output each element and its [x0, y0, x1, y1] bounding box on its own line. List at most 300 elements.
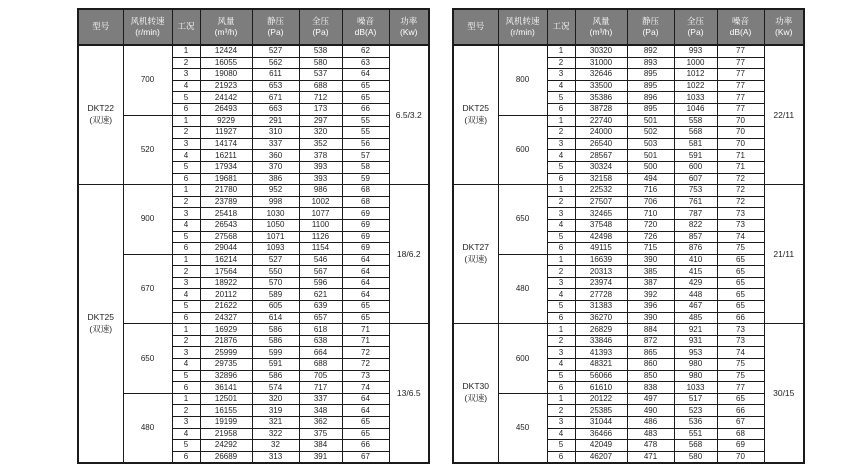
- static-cell: 591: [252, 359, 299, 371]
- condition-cell: 2: [547, 127, 575, 139]
- total-cell: 717: [299, 382, 342, 394]
- data-row: [78, 254, 429, 266]
- flow-cell: 17934: [200, 161, 252, 173]
- flow-cell: 26689: [200, 451, 252, 463]
- total-cell: 384: [299, 440, 342, 452]
- total-cell: 567: [299, 266, 342, 278]
- flow-cell: 32646: [575, 69, 627, 81]
- model-cell: DKT30 (双速): [453, 324, 498, 464]
- data-row: [78, 185, 429, 197]
- total-cell: 393: [299, 173, 342, 185]
- total-cell: 1033: [674, 382, 717, 394]
- condition-cell: 5: [172, 301, 200, 313]
- noise-cell: 77: [717, 80, 764, 92]
- noise-cell: 72: [342, 347, 389, 359]
- model-cell: DKT25 (双速): [453, 45, 498, 185]
- flow-cell: 21958: [200, 428, 252, 440]
- condition-cell: 5: [547, 370, 575, 382]
- condition-cell: 2: [547, 405, 575, 417]
- total-cell: 822: [674, 219, 717, 231]
- noise-cell: 66: [717, 405, 764, 417]
- static-cell: 501: [627, 150, 674, 162]
- static-cell: 895: [627, 103, 674, 115]
- noise-cell: 69: [342, 231, 389, 243]
- total-cell: 953: [674, 347, 717, 359]
- static-cell: 653: [252, 80, 299, 92]
- flow-cell: 16155: [200, 405, 252, 417]
- static-cell: 586: [252, 324, 299, 336]
- condition-cell: 4: [547, 150, 575, 162]
- static-cell: 860: [627, 359, 674, 371]
- noise-cell: 65: [717, 301, 764, 313]
- data-row: [453, 324, 804, 336]
- total-cell: 320: [299, 127, 342, 139]
- condition-cell: 6: [172, 103, 200, 115]
- data-row: [453, 254, 804, 266]
- noise-cell: 65: [717, 289, 764, 301]
- noise-cell: 64: [342, 69, 389, 81]
- static-cell: 483: [627, 428, 674, 440]
- total-cell: 638: [299, 335, 342, 347]
- flow-cell: 21780: [200, 185, 252, 197]
- flow-cell: 31000: [575, 57, 627, 69]
- static-cell: 501: [627, 115, 674, 127]
- static-cell: 720: [627, 219, 674, 231]
- flow-cell: 37548: [575, 219, 627, 231]
- condition-cell: 2: [547, 57, 575, 69]
- flow-cell: 20313: [575, 266, 627, 278]
- total-cell: 537: [299, 69, 342, 81]
- speed-cell: 700: [123, 45, 172, 115]
- speed-cell: 600: [498, 115, 547, 185]
- condition-cell: 3: [547, 277, 575, 289]
- static-cell: 486: [627, 417, 674, 429]
- static-cell: 715: [627, 243, 674, 255]
- condition-cell: 6: [547, 382, 575, 394]
- total-cell: 1012: [674, 69, 717, 81]
- data-row: [453, 115, 804, 127]
- flow-cell: 48321: [575, 359, 627, 371]
- data-row: [453, 393, 804, 405]
- flow-cell: 9229: [200, 115, 252, 127]
- condition-cell: 6: [172, 451, 200, 463]
- data-row: [78, 393, 429, 405]
- total-cell: 391: [299, 451, 342, 463]
- total-cell: 761: [674, 196, 717, 208]
- total-cell: 581: [674, 138, 717, 150]
- condition-cell: 5: [547, 161, 575, 173]
- static-cell: 313: [252, 451, 299, 463]
- condition-cell: 6: [547, 312, 575, 324]
- static-cell: 1093: [252, 243, 299, 255]
- condition-cell: 2: [172, 266, 200, 278]
- total-cell: 393: [299, 161, 342, 173]
- flow-cell: 46207: [575, 451, 627, 463]
- column-header-speed: 风机转速 (r/min): [498, 9, 547, 45]
- condition-cell: 5: [172, 161, 200, 173]
- condition-cell: 6: [547, 173, 575, 185]
- total-cell: 664: [299, 347, 342, 359]
- total-cell: 337: [299, 393, 342, 405]
- total-cell: 378: [299, 150, 342, 162]
- condition-cell: 4: [172, 80, 200, 92]
- total-cell: 536: [674, 417, 717, 429]
- flow-cell: 12424: [200, 45, 252, 57]
- flow-cell: 35386: [575, 92, 627, 104]
- static-cell: 611: [252, 69, 299, 81]
- flow-cell: 28567: [575, 150, 627, 162]
- flow-cell: 61610: [575, 382, 627, 394]
- flow-cell: 24327: [200, 312, 252, 324]
- condition-cell: 4: [172, 289, 200, 301]
- noise-cell: 64: [342, 393, 389, 405]
- noise-cell: 71: [342, 335, 389, 347]
- total-cell: 1100: [299, 219, 342, 231]
- condition-cell: 3: [172, 208, 200, 220]
- static-cell: 390: [627, 312, 674, 324]
- condition-cell: 1: [547, 393, 575, 405]
- total-cell: 986: [299, 185, 342, 197]
- speed-cell: 900: [123, 185, 172, 255]
- total-cell: 657: [299, 312, 342, 324]
- total-cell: 551: [674, 428, 717, 440]
- total-cell: 921: [674, 324, 717, 336]
- noise-cell: 65: [342, 301, 389, 313]
- column-header-total: 全压 (Pa): [299, 9, 342, 45]
- flow-cell: 31044: [575, 417, 627, 429]
- static-cell: 614: [252, 312, 299, 324]
- total-cell: 580: [299, 57, 342, 69]
- column-header-flow: 风量 (m³/h): [200, 9, 252, 45]
- condition-cell: 1: [172, 393, 200, 405]
- noise-cell: 65: [342, 417, 389, 429]
- condition-cell: 4: [172, 150, 200, 162]
- flow-cell: 42498: [575, 231, 627, 243]
- total-cell: 568: [674, 127, 717, 139]
- total-cell: 375: [299, 428, 342, 440]
- total-cell: 1046: [674, 103, 717, 115]
- static-cell: 589: [252, 289, 299, 301]
- condition-cell: 5: [547, 440, 575, 452]
- noise-cell: 63: [342, 57, 389, 69]
- static-cell: 952: [252, 185, 299, 197]
- data-row: [78, 324, 429, 336]
- total-cell: 753: [674, 185, 717, 197]
- static-cell: 527: [252, 254, 299, 266]
- flow-cell: 19681: [200, 173, 252, 185]
- condition-cell: 1: [547, 115, 575, 127]
- flow-cell: 16211: [200, 150, 252, 162]
- condition-cell: 5: [547, 92, 575, 104]
- condition-cell: 1: [172, 185, 200, 197]
- noise-cell: 72: [342, 359, 389, 371]
- condition-cell: 6: [172, 243, 200, 255]
- noise-cell: 69: [342, 208, 389, 220]
- noise-cell: 66: [342, 103, 389, 115]
- static-cell: 895: [627, 80, 674, 92]
- total-cell: 931: [674, 335, 717, 347]
- noise-cell: 57: [342, 150, 389, 162]
- noise-cell: 70: [717, 115, 764, 127]
- static-cell: 895: [627, 69, 674, 81]
- static-cell: 320: [252, 393, 299, 405]
- static-cell: 586: [252, 370, 299, 382]
- noise-cell: 70: [717, 127, 764, 139]
- static-cell: 710: [627, 208, 674, 220]
- noise-cell: 56: [342, 138, 389, 150]
- noise-cell: 69: [342, 219, 389, 231]
- condition-cell: 2: [172, 57, 200, 69]
- noise-cell: 65: [717, 393, 764, 405]
- static-cell: 337: [252, 138, 299, 150]
- flow-cell: 16929: [200, 324, 252, 336]
- condition-cell: 4: [547, 80, 575, 92]
- total-cell: 348: [299, 405, 342, 417]
- flow-cell: 21622: [200, 301, 252, 313]
- noise-cell: 72: [717, 196, 764, 208]
- condition-cell: 5: [172, 440, 200, 452]
- static-cell: 478: [627, 440, 674, 452]
- total-cell: 876: [674, 243, 717, 255]
- condition-cell: 3: [172, 347, 200, 359]
- noise-cell: 69: [342, 243, 389, 255]
- condition-cell: 1: [547, 254, 575, 266]
- condition-cell: 4: [172, 428, 200, 440]
- data-row: [453, 45, 804, 57]
- static-cell: 998: [252, 196, 299, 208]
- noise-cell: 71: [717, 150, 764, 162]
- total-cell: 1000: [674, 57, 717, 69]
- static-cell: 471: [627, 451, 674, 463]
- static-cell: 32: [252, 440, 299, 452]
- speed-cell: 600: [498, 324, 547, 394]
- condition-cell: 1: [172, 324, 200, 336]
- total-cell: 546: [299, 254, 342, 266]
- static-cell: 896: [627, 92, 674, 104]
- flow-cell: 25999: [200, 347, 252, 359]
- static-cell: 726: [627, 231, 674, 243]
- flow-cell: 21876: [200, 335, 252, 347]
- static-cell: 562: [252, 57, 299, 69]
- noise-cell: 66: [717, 312, 764, 324]
- noise-cell: 73: [717, 335, 764, 347]
- total-cell: 1077: [299, 208, 342, 220]
- static-cell: 1071: [252, 231, 299, 243]
- flow-cell: 24292: [200, 440, 252, 452]
- noise-cell: 71: [342, 324, 389, 336]
- noise-cell: 77: [717, 92, 764, 104]
- noise-cell: 68: [342, 185, 389, 197]
- flow-cell: 25418: [200, 208, 252, 220]
- flow-cell: 22532: [575, 185, 627, 197]
- noise-cell: 77: [717, 45, 764, 57]
- flow-cell: 19080: [200, 69, 252, 81]
- static-cell: 1030: [252, 208, 299, 220]
- noise-cell: 58: [342, 161, 389, 173]
- model-cell: DKT27 (双速): [453, 185, 498, 324]
- static-cell: 502: [627, 127, 674, 139]
- speed-cell: 480: [123, 393, 172, 463]
- static-cell: 550: [252, 266, 299, 278]
- noise-cell: 59: [342, 173, 389, 185]
- condition-cell: 6: [547, 243, 575, 255]
- noise-cell: 55: [342, 127, 389, 139]
- condition-cell: 6: [172, 312, 200, 324]
- static-cell: 884: [627, 324, 674, 336]
- condition-cell: 1: [172, 115, 200, 127]
- flow-cell: 26829: [575, 324, 627, 336]
- flow-cell: 16214: [200, 254, 252, 266]
- noise-cell: 77: [717, 103, 764, 115]
- condition-cell: 4: [547, 289, 575, 301]
- model-cell: DKT25 (双速): [78, 185, 123, 464]
- column-header-model: 型号: [78, 9, 123, 45]
- flow-cell: 33500: [575, 80, 627, 92]
- total-cell: 596: [299, 277, 342, 289]
- total-cell: 607: [674, 173, 717, 185]
- column-header-static: 静压 (Pa): [252, 9, 299, 45]
- header-row: [453, 9, 804, 45]
- condition-cell: 1: [547, 185, 575, 197]
- total-cell: 580: [674, 451, 717, 463]
- condition-cell: 1: [547, 45, 575, 57]
- noise-cell: 73: [717, 208, 764, 220]
- speed-cell: 670: [123, 254, 172, 324]
- condition-cell: 3: [547, 208, 575, 220]
- static-cell: 865: [627, 347, 674, 359]
- flow-cell: 27507: [575, 196, 627, 208]
- flow-cell: 30324: [575, 161, 627, 173]
- data-row: [78, 115, 429, 127]
- noise-cell: 65: [342, 92, 389, 104]
- total-cell: 980: [674, 370, 717, 382]
- total-cell: 410: [674, 254, 717, 266]
- static-cell: 599: [252, 347, 299, 359]
- total-cell: 857: [674, 231, 717, 243]
- static-cell: 291: [252, 115, 299, 127]
- flow-cell: 24142: [200, 92, 252, 104]
- noise-cell: 75: [717, 359, 764, 371]
- condition-cell: 4: [172, 219, 200, 231]
- static-cell: 385: [627, 266, 674, 278]
- speed-cell: 650: [123, 324, 172, 394]
- data-row: [78, 45, 429, 57]
- column-header-noise: 噪音 dB(A): [342, 9, 389, 45]
- total-cell: 517: [674, 393, 717, 405]
- noise-cell: 65: [717, 277, 764, 289]
- total-cell: 297: [299, 115, 342, 127]
- condition-cell: 2: [547, 196, 575, 208]
- noise-cell: 77: [717, 382, 764, 394]
- noise-cell: 74: [717, 231, 764, 243]
- flow-cell: 18922: [200, 277, 252, 289]
- noise-cell: 70: [717, 451, 764, 463]
- static-cell: 892: [627, 45, 674, 57]
- flow-cell: 31383: [575, 301, 627, 313]
- noise-cell: 64: [342, 254, 389, 266]
- noise-cell: 77: [717, 69, 764, 81]
- column-header-condition: 工况: [547, 9, 575, 45]
- column-header-flow: 风量 (m³/h): [575, 9, 627, 45]
- static-cell: 838: [627, 382, 674, 394]
- condition-cell: 3: [172, 277, 200, 289]
- total-cell: 787: [674, 208, 717, 220]
- total-cell: 1022: [674, 80, 717, 92]
- static-cell: 370: [252, 161, 299, 173]
- static-cell: 490: [627, 405, 674, 417]
- flow-cell: 32465: [575, 208, 627, 220]
- total-cell: 538: [299, 45, 342, 57]
- static-cell: 586: [252, 335, 299, 347]
- total-cell: 173: [299, 103, 342, 115]
- condition-cell: 3: [547, 417, 575, 429]
- condition-cell: 3: [547, 69, 575, 81]
- static-cell: 392: [627, 289, 674, 301]
- static-cell: 574: [252, 382, 299, 394]
- condition-cell: 2: [172, 196, 200, 208]
- condition-cell: 2: [172, 127, 200, 139]
- fan-spec-table-left: [77, 8, 430, 464]
- condition-cell: 3: [547, 138, 575, 150]
- noise-cell: 65: [342, 428, 389, 440]
- static-cell: 605: [252, 301, 299, 313]
- flow-cell: 16055: [200, 57, 252, 69]
- static-cell: 527: [252, 45, 299, 57]
- condition-cell: 3: [547, 347, 575, 359]
- speed-cell: 800: [498, 45, 547, 115]
- flow-cell: 41393: [575, 347, 627, 359]
- condition-cell: 4: [172, 359, 200, 371]
- total-cell: 467: [674, 301, 717, 313]
- static-cell: 570: [252, 277, 299, 289]
- static-cell: 663: [252, 103, 299, 115]
- total-cell: 1126: [299, 231, 342, 243]
- total-cell: 980: [674, 359, 717, 371]
- flow-cell: 29044: [200, 243, 252, 255]
- noise-cell: 64: [342, 405, 389, 417]
- static-cell: 500: [627, 161, 674, 173]
- static-cell: 321: [252, 417, 299, 429]
- flow-cell: 49115: [575, 243, 627, 255]
- total-cell: 568: [674, 440, 717, 452]
- static-cell: 1050: [252, 219, 299, 231]
- flow-cell: 38728: [575, 103, 627, 115]
- noise-cell: 72: [717, 173, 764, 185]
- noise-cell: 73: [717, 324, 764, 336]
- noise-cell: 71: [717, 161, 764, 173]
- static-cell: 716: [627, 185, 674, 197]
- total-cell: 415: [674, 266, 717, 278]
- power-cell: 22/11: [764, 45, 804, 185]
- flow-cell: 14174: [200, 138, 252, 150]
- static-cell: 497: [627, 393, 674, 405]
- static-cell: 310: [252, 127, 299, 139]
- static-cell: 494: [627, 173, 674, 185]
- power-cell: 21/11: [764, 185, 804, 324]
- column-header-condition: 工况: [172, 9, 200, 45]
- power-cell: 6.5/3.2: [389, 45, 429, 185]
- noise-cell: 75: [717, 243, 764, 255]
- flow-cell: 20112: [200, 289, 252, 301]
- static-cell: 360: [252, 150, 299, 162]
- noise-cell: 69: [717, 440, 764, 452]
- condition-cell: 6: [172, 382, 200, 394]
- noise-cell: 65: [342, 312, 389, 324]
- flow-cell: 24000: [575, 127, 627, 139]
- total-cell: 352: [299, 138, 342, 150]
- flow-cell: 29735: [200, 359, 252, 371]
- static-cell: 390: [627, 254, 674, 266]
